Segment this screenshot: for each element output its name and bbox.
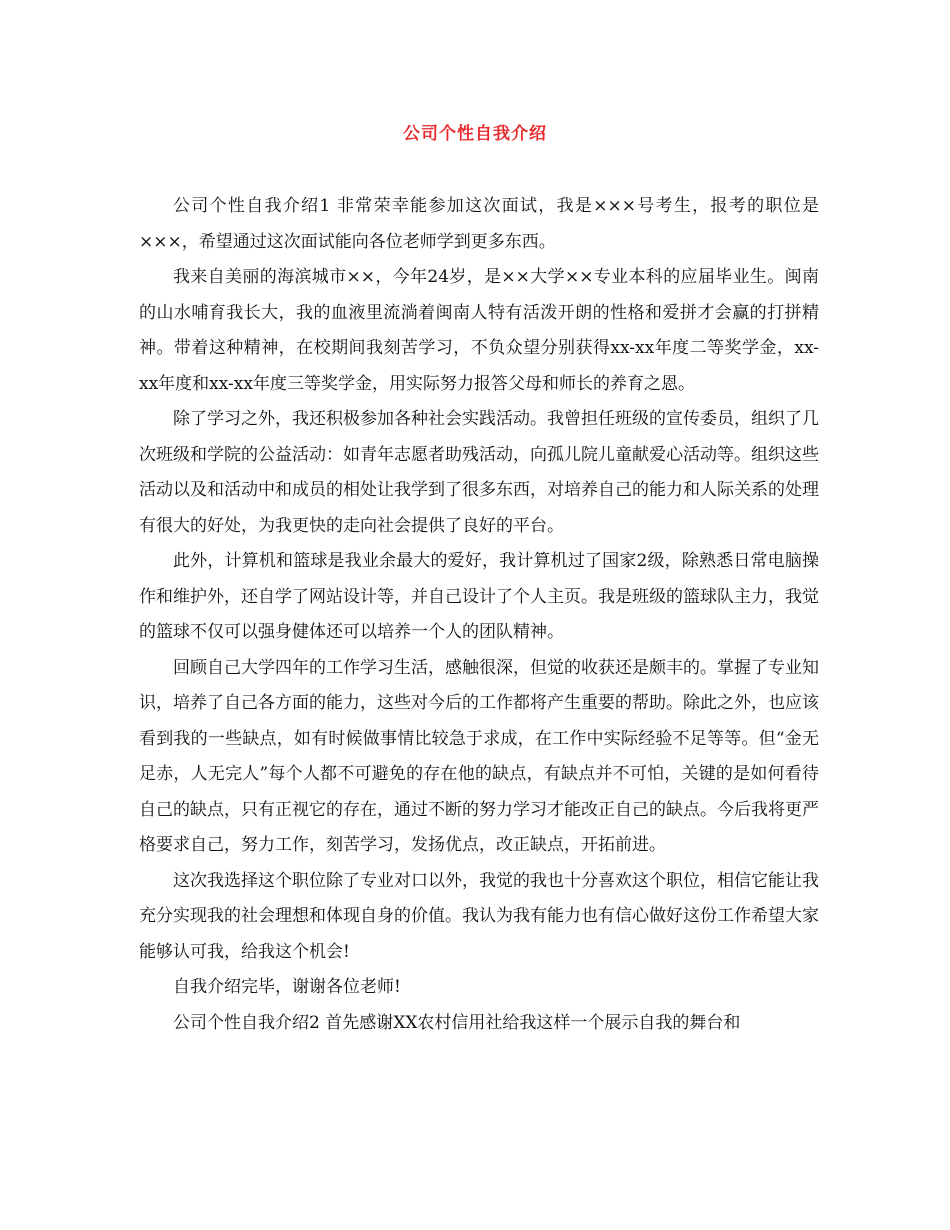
paragraph: 回顾自己大学四年的工作学习生活，感触很深，但觉的收获还是颇丰的。掌握了专业知识，培养了自己各方面的能力，这些对今后的工作都将产生重要的帮助。除此之外，也应该看到我的一些缺点，如有时候做事情比较急于求成，在工作中实际经验不足等等。但“金无足赤，人无完人”每个人都不可避免的存在他的缺点，有缺点并不可怕，关键的是如何看待自己的缺点，只有正视它的存在，通过不断的努力学习才能改正自己的缺点。今后我将更严格要求自己，努力工作，刻苦学习，发扬优点，改正缺点，开拓前进。 xyxy=(139,657,819,855)
paragraph: 自我介绍完毕，谢谢各位老师! xyxy=(173,977,401,997)
document-title: 公司个性自我介绍 xyxy=(403,124,547,144)
paragraph: 公司个性自我介绍2 首先感谢XX农村信用社给我这样一个展示自我的舞台和 xyxy=(173,1012,741,1033)
document-body xyxy=(139,189,819,1041)
paragraph: 公司个性自我介绍1 非常荣幸能参加这次面试，我是×××号考生，报考的职位是×××，希望通过这次面试能向各位老师学到更多东西。 xyxy=(139,196,819,252)
paragraph: 我来自美丽的海滨城市××，今年24岁，是××大学××专业本科的应届毕业生。闽南的山水哺育我长大，我的血液里流淌着闽南人特有活泼开朗的性格和爱拼才会赢的打拼精神。带着这种精神，在校期间我刻苦学习，不负众望分别获得xx-xx年度二等奖学金，xx-xx年度和xx-xx年度三等奖学金，用实际努力报答父母和师长的养育之恩。 xyxy=(139,267,819,394)
paragraph: 除了学习之外，我还积极参加各种社会实践活动。我曾担任班级的宣传委员，组织了几次班级和学院的公益活动：如青年志愿者助残活动，向孤儿院儿童献爱心活动等。组织这些活动以及和活动中和成员的相处让我学到了很多东西，对培养自己的能力和人际关系的处理有很大的好处，为我更快的走向社会提供了良好的平台。 xyxy=(139,409,819,536)
paragraph: 此外，计算机和篮球是我业余最大的爱好，我计算机过了国家2级，除熟悉日常电脑操作和维护外，还自学了网站设计等，并自己设计了个人主页。我是班级的篮球队主力，我觉的篮球不仅可以强身健体还可以培养一个人的团队精神。 xyxy=(139,551,819,642)
paragraph: 这次我选择这个职位除了专业对口以外，我觉的我也十分喜欢这个职位，相信它能让我充分实现我的社会理想和体现自身的价值。我认为我有能力也有信心做好这份工作希望大家能够认可我，给我这个机会! xyxy=(139,870,819,962)
